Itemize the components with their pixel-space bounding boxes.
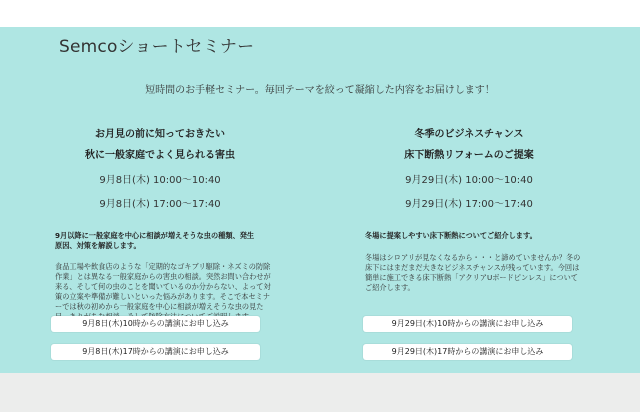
seminar-title-line1: お月見の前に知っておきたい (95, 129, 225, 140)
seminar-time: 9月29日(木) 10:00〜10:40 (405, 175, 533, 186)
description-line: 策の立案や準備が難しいといった悩みがあります。そこで本セミナ (55, 292, 271, 301)
seminar-time: 9月8日(木) 17:00〜17:40 (99, 199, 221, 210)
seminar-title-line2: 秋に一般家庭でよく見られる害虫 (85, 150, 235, 161)
seminar-summary (55, 231, 254, 251)
seminar-title-line2: 床下断熱リフォームのご提案 (404, 150, 534, 161)
description-line: 来る、そして何の虫のことを聞いているのか分からない、よって対 (55, 282, 271, 291)
seminar-time: 9月29日(木) 17:00〜17:40 (405, 199, 533, 210)
apply-button-0929-10[interactable]: 9月29日(木)10時からの講演にお申し込み (363, 316, 572, 332)
seminar-description (365, 253, 580, 293)
apply-button-0908-10[interactable]: 9月8日(木)10時からの講演にお申し込み (51, 316, 260, 332)
summary-line: 原因、対策を解説します。 (55, 241, 141, 250)
apply-button-0908-17[interactable]: 9月8日(木)17時からの講演にお申し込み (51, 344, 260, 360)
tagline: 短時間のお手軽セミナー。毎回テーマを絞って凝縮した内容をお届けします！ (145, 85, 495, 96)
seminar-title-line1: 冬季のビジネスチャンス (414, 129, 524, 140)
description-line: ーでは秋の初めから一般家庭を中心に相談が増えそうな虫の見た (55, 302, 264, 311)
description-line: 冬場はシロアリが見なくなるから・・・と諦めていませんか？冬の (365, 253, 581, 262)
top-bar (0, 0, 640, 27)
description-line: ご紹介します。 (365, 283, 415, 292)
seminar-summary (365, 231, 537, 241)
description-line: 食品工場や飲食店のような「定期的なゴキブリ駆除・ネズミの防除 (55, 262, 271, 271)
summary-line: 9月以降に一般家庭を中心に相談が増えそうな虫の種類、発生 (55, 231, 255, 240)
description-line: 簡単に施工できる床下断熱「アクリアUボードピンレス」について (365, 273, 578, 282)
page-title: Semcoショートセミナー (59, 37, 255, 57)
seminar-description (55, 262, 271, 322)
description-line: 床下にはまだまだ大きなビジネスチャンスが残っています。今回は (365, 263, 580, 272)
apply-button-0929-17[interactable]: 9月29日(木)17時からの講演にお申し込み (363, 344, 572, 360)
summary-line: 冬場に提案しやすい床下断熱についてご紹介します。 (365, 231, 537, 240)
description-line: 作業」とは異なる一般家庭からの害虫の相談。突然お問い合わせが (55, 272, 271, 281)
seminar-time: 9月8日(木) 10:00〜10:40 (99, 175, 221, 186)
